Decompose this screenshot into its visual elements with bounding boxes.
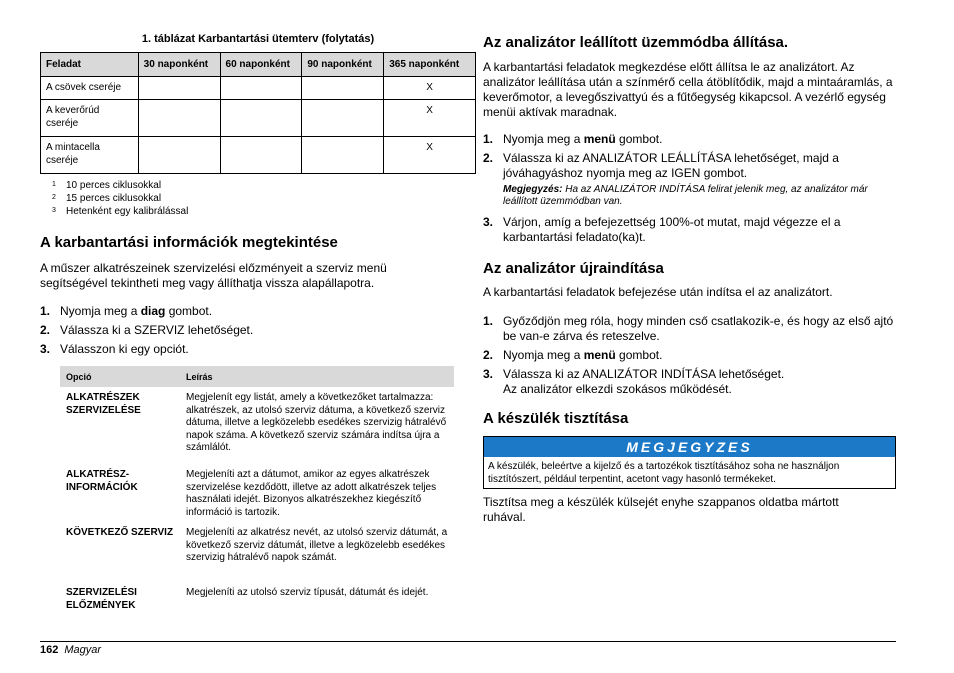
footnote	[52, 179, 188, 192]
notice-box	[483, 436, 896, 489]
column-header: 90 naponként	[302, 53, 384, 77]
page-footer	[40, 644, 101, 657]
option-description: Megjeleníti az alkatrész nevét, az utolsó szerviz dátumát, a következő szerviz dátumát, illetve a legközelebb esedékes szervizig hátralévő napok számát.	[186, 527, 448, 563]
maintenance-info-intro: A műszer alkatrészeinek szervizelési előzményeit a szerviz menü segítségével tekintheti meg vagy állíthatja vissza alapállapotra.	[40, 261, 387, 290]
step-text: Válasszon ki egy opciót.	[60, 342, 189, 356]
step-item	[40, 304, 470, 319]
key-name: menü	[583, 348, 616, 362]
section-title-cleaning: A készülék tisztítása	[483, 410, 629, 427]
standby-steps-cont	[483, 215, 896, 245]
step-item	[483, 151, 896, 181]
table-row	[60, 587, 454, 612]
notice-header: MEGJEGYZES	[484, 437, 895, 457]
step-item	[40, 342, 470, 357]
step-text: Nyomja meg a	[503, 132, 584, 146]
interval-cell	[138, 100, 220, 137]
footnote-text: 10 perces ciklusokkal	[66, 180, 162, 191]
step-result-text: Az analizátor elkezdi szokásos működését.	[503, 382, 732, 396]
table-row	[60, 527, 454, 587]
step-number: 3.	[483, 367, 494, 381]
footer-divider	[40, 641, 896, 642]
interval-cell	[302, 137, 384, 174]
table-row	[41, 77, 476, 100]
task-cell: A mintacella cseréje	[41, 137, 139, 174]
standby-note	[503, 184, 893, 208]
table-row	[60, 469, 454, 527]
step-number: 2.	[483, 348, 494, 362]
interval-cell	[302, 100, 384, 137]
key-name: diag	[140, 304, 166, 318]
interval-cell	[138, 77, 220, 100]
footnote-number: 1	[52, 181, 56, 188]
task-cell: A csövek cseréje	[41, 77, 139, 100]
interval-cell	[138, 137, 220, 174]
service-options-table	[60, 366, 454, 612]
cleaning-instruction: Tisztítsa meg a készülék külsejét enyhe szappanos oldatba mártott ruhával.	[483, 495, 839, 524]
step-number: 1.	[40, 304, 51, 318]
step-text: Válassza ki az ANALIZÁTOR LEÁLLÍTÁSA lehetőséget, majd a jóváhagyáshoz nyomja meg az IGEN gombot.	[503, 151, 839, 180]
restart-intro: A karbantartási feladatok befejezése után indítsa el az analizátort.	[483, 285, 833, 299]
page-number: 162	[40, 644, 59, 656]
column-header: Feladat	[41, 53, 139, 77]
option-description: Megjeleníti az utolsó szerviz típusát, dátumát és idejét.	[186, 587, 429, 598]
interval-cell	[220, 100, 302, 137]
step-item	[40, 323, 470, 338]
interval-cell	[302, 77, 384, 100]
step-item	[483, 215, 896, 245]
step-number: 2.	[483, 151, 494, 165]
table-row	[60, 387, 454, 469]
option-name: ALKATRÉSZEK SZERVIZELÉSE	[66, 392, 141, 416]
column-header: 30 naponként	[138, 53, 220, 77]
key-name: menü	[583, 132, 616, 146]
table-header-row	[60, 366, 454, 387]
interval-cell	[220, 137, 302, 174]
note-label: Megjegyzés:	[503, 184, 563, 195]
step-number: 1.	[483, 132, 494, 146]
step-text: Győződjön meg róla, hogy minden cső csatlakozik-e, és hogy az első ajtó be van-e zárva és reteszelve.	[503, 314, 894, 343]
step-text: gombot.	[615, 132, 663, 146]
step-text: Válassza ki az ANALIZÁTOR INDÍTÁSA lehetőséget.	[503, 367, 785, 381]
step-text: Válassza ki a SZERVIZ lehetőséget.	[60, 323, 254, 337]
step-number: 2.	[40, 323, 51, 337]
section-title-standby: Az analizátor leállított üzemmódba állítása.	[483, 34, 789, 51]
column-header: Leírás	[180, 366, 454, 387]
standby-intro: A karbantartási feladatok megkezdése előtt állítsa le az analizátort. Az analizátor leállítása után a színmérő cella átöblítődik, majd a mintaáramlás, a keverőmotor, a levegőszivattyú és a fűtőegység kikapcsol. A vezérlő egység menüi aktívak maradnak.	[483, 60, 893, 119]
step-item	[483, 367, 896, 397]
footnote-text: 15 perces ciklusokkal	[66, 193, 162, 204]
note-text: Ha az ANALIZÁTOR INDÍTÁSA felirat jelenik meg, az analizátor már leállított üzemmódban van.	[503, 184, 868, 207]
footnote-number: 2	[52, 194, 56, 201]
table-footnotes	[52, 179, 188, 218]
footnote-text: Hetenként egy kalibrálással	[66, 206, 189, 217]
interval-cell: X	[384, 77, 476, 100]
option-name: KÖVETKEZŐ SZERVIZ	[66, 527, 174, 538]
column-header: Opció	[60, 366, 180, 387]
maintenance-info-steps	[40, 304, 470, 357]
notice-text: A készülék, beleértve a kijelző és a tartozékok tisztításához soha ne használjon tisztítószert, például terpentint, acetont vagy hasonló termékeket.	[488, 461, 840, 485]
step-text: Nyomja meg a	[60, 304, 141, 318]
option-name: SZERVIZELÉSI ELŐZMÉNYEK	[66, 587, 137, 611]
column-header: 365 naponként	[384, 53, 476, 77]
step-number: 3.	[483, 215, 494, 229]
table-header-row	[41, 53, 476, 77]
step-text: gombot.	[615, 348, 663, 362]
table-row	[41, 137, 476, 174]
step-text: Nyomja meg a	[503, 348, 584, 362]
restart-steps	[483, 314, 896, 397]
footnote	[52, 205, 188, 218]
option-description: Megjeleníti azt a dátumot, amikor az egyes alkatrészek szervizelése kezdődött, illetve az adott alkatrészek teljes használati idejét. Bizonyos alkatrészekhez kiegészítő információ is tartozik.	[186, 469, 437, 518]
section-title-maintenance-info: A karbantartási információk megtekintése	[40, 234, 338, 251]
step-text: gombot.	[165, 304, 213, 318]
maintenance-schedule-table	[40, 52, 476, 174]
option-name: ALKATRÉSZ-INFORMÁCIÓK	[66, 469, 138, 493]
step-item	[483, 314, 896, 344]
interval-cell	[220, 77, 302, 100]
interval-cell: X	[384, 137, 476, 174]
step-item	[483, 348, 896, 363]
footnote-number: 3	[52, 207, 56, 214]
interval-cell: X	[384, 100, 476, 137]
section-title-restart: Az analizátor újraindítása	[483, 260, 664, 277]
option-description: Megjelenít egy listát, amely a következőket tartalmazza: alkatrészek, az utolsó szerviz dátuma, a következő szerviz dátuma, illetve a legközelebb esedékes szervizig hátralévő napok száma. A következő szerviz számára indítsa újra a számlálót.	[186, 392, 447, 453]
table-caption: 1. táblázat Karbantartási ütemterv (folytatás)	[141, 33, 375, 45]
step-number: 1.	[483, 314, 494, 328]
standby-steps	[483, 132, 896, 181]
footnote	[52, 192, 188, 205]
step-text: Várjon, amíg a befejezettség 100%-ot mutat, majd végezze el a karbantartási feladato(ka)t.	[503, 215, 841, 244]
step-number: 3.	[40, 342, 51, 356]
table-row	[41, 100, 476, 137]
step-item	[483, 132, 896, 147]
column-header: 60 naponként	[220, 53, 302, 77]
footer-language: Magyar	[64, 644, 102, 656]
task-cell: A keverőrúd cseréje	[41, 100, 139, 137]
